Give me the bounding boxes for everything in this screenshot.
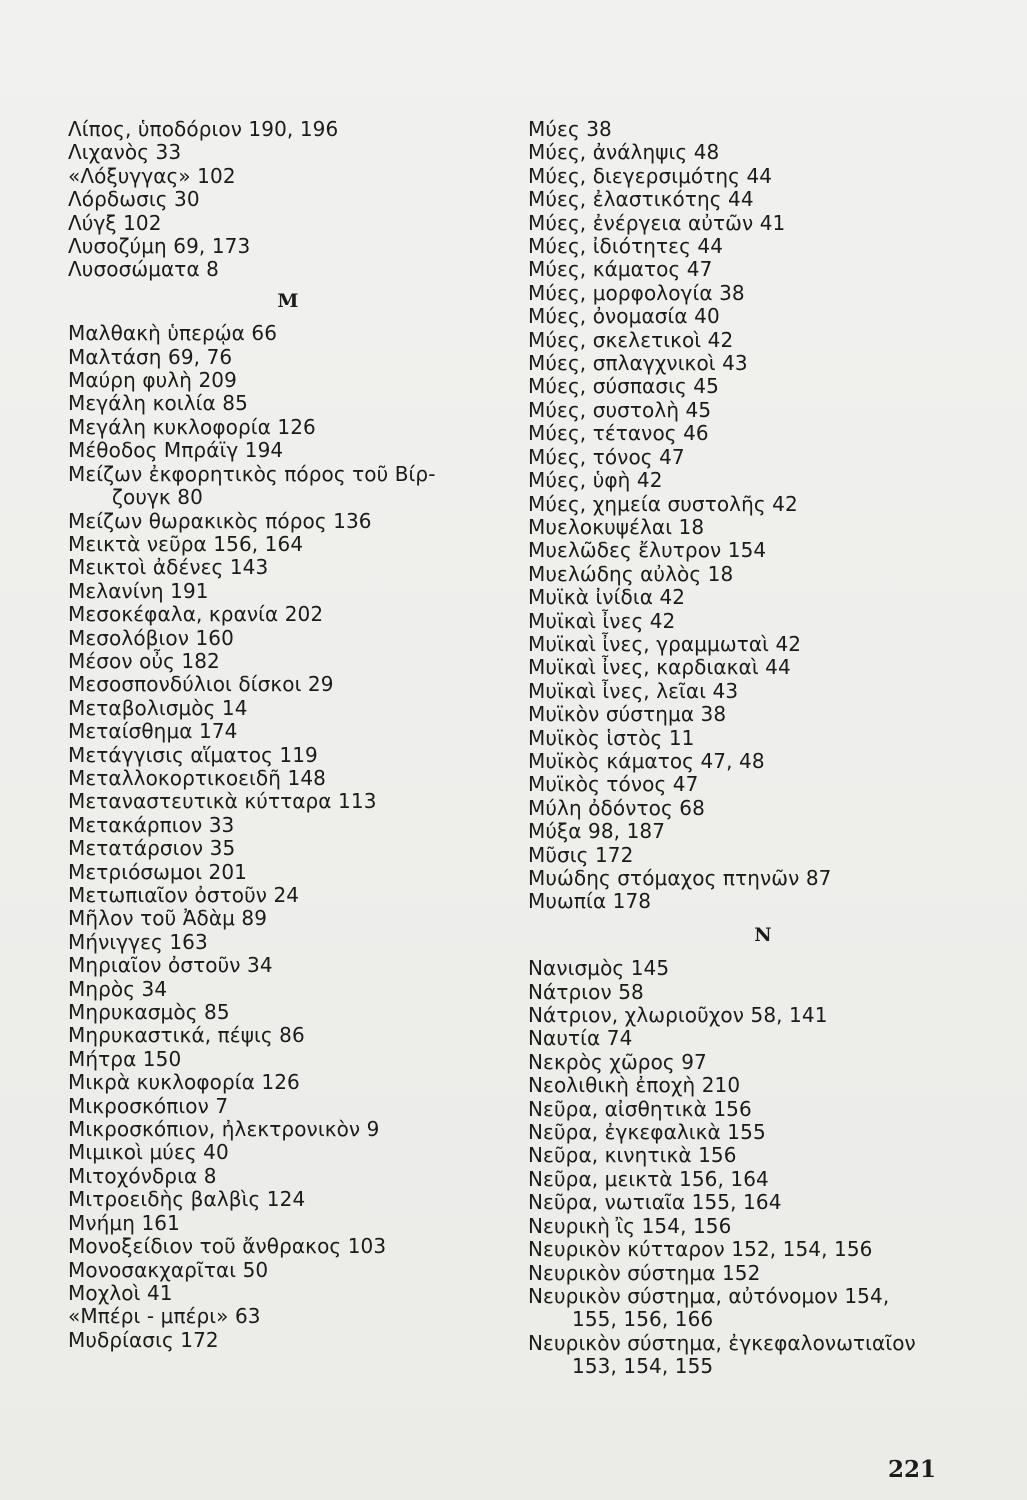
index-entry: Μύες, ἐνέργεια αὐτῶν 41: [528, 210, 786, 235]
index-entry: Μυελοκυψέλαι 18: [528, 514, 705, 539]
index-entry: Μοχλοὶ 41: [68, 1280, 173, 1305]
index-entry: Μύες, μορφολογία 38: [528, 280, 745, 305]
index-entry: Μιτοχόνδρια 8: [68, 1163, 217, 1188]
index-entry: Λυσοζύμη 69, 173: [68, 234, 251, 259]
index-entry: Νευρικὴ ἲς 154, 156: [528, 1213, 732, 1238]
index-entry: Μετριόσωμοι 201: [68, 859, 247, 884]
index-entry: Μονοσακχαρῖται 50: [68, 1257, 269, 1282]
index-entry: Μεσοκέφαλα, κρανία 202: [68, 602, 324, 627]
index-entry: «Μπέρι - μπέρι» 63: [68, 1304, 261, 1329]
index-entry: Μύες, κάματος 47: [528, 257, 713, 282]
index-entry: Νευρικὸν σύστημα 152: [528, 1260, 761, 1285]
index-entry: Λίπος, ὑποδόριον 190, 196: [68, 117, 339, 141]
index-entry: Μυϊκαὶ ἶνες, γραμμωταὶ 42: [528, 631, 802, 656]
index-entry: Μετακάρπιον 33: [68, 812, 235, 837]
index-entry: Μύες 38: [528, 117, 612, 141]
index-entry: Νεῦρα, ἐγκεφαλικὰ 155: [528, 1120, 766, 1145]
index-entry: Νεῦρα, μεικτὰ 156, 164: [528, 1166, 769, 1191]
index-entry: Μύες, συστολὴ 45: [528, 397, 712, 422]
index-entry: Μείζων ἐκφορητικὸς πόρος τοῦ Βίρ-: [68, 461, 436, 486]
index-entry: Μῆλον τοῦ Ἀδὰμ 89: [68, 906, 268, 931]
index-entry: Μύες, ἰδιότητες 44: [528, 234, 724, 259]
section-letter-m: Μ: [277, 289, 299, 312]
index-column-right: [528, 118, 968, 1379]
index-entry: Μυωπία 178: [528, 889, 652, 914]
index-entry: Μεταίσθημα 174: [68, 719, 238, 744]
index-entry: Μονοξείδιον τοῦ ἄνθρακος 103: [68, 1234, 387, 1259]
index-entry: Μεγάλη κοιλία 85: [68, 391, 248, 416]
index-entry: Μεγάλη κυκλοφορία 126: [68, 414, 316, 439]
index-entry: Μυϊκαὶ ἶνες, καρδιακαὶ 44: [528, 655, 791, 680]
index-entry: Μαύρη φυλὴ 209: [68, 368, 237, 393]
index-entry: Μυϊκὸν σύστημα 38: [528, 702, 727, 727]
index-entry: Μύες, σύσπασις 45: [528, 374, 719, 399]
index-entry: Μεταναστευτικὰ κύτταρα 113: [68, 789, 377, 814]
index-entry: Μηρὸς 34: [68, 976, 168, 1001]
index-entry: Μυϊκαὶ ἶνες 42: [528, 608, 676, 633]
index-entry: Μαλθακὴ ὑπερῴα 66: [68, 321, 278, 346]
index-entry: Μέθοδος Μπράϊγ 194: [68, 438, 284, 463]
index-entry: Νεῦρα, νωτιαῖα 155, 164: [528, 1190, 782, 1215]
index-entry: Λιχανὸς 33: [68, 140, 182, 165]
index-entry: Μύες, τέτανος 46: [528, 421, 709, 446]
index-entry: Μύξα 98, 187: [528, 819, 666, 844]
index-entry: Μύες, ἀνάληψις 48: [528, 140, 720, 165]
index-entry: Μελανίνη 191: [68, 578, 209, 603]
index-entry-continuation: 153, 154, 155: [572, 1354, 714, 1379]
section-letter-n: Ν: [754, 923, 772, 946]
index-entry: Μύες, ὑφὴ 42: [528, 468, 663, 493]
index-entry: Μεικτοὶ ἀδένες 143: [68, 555, 269, 580]
index-entry: Μικροσκόπιον, ἠλεκτρονικὸν 9: [68, 1117, 380, 1142]
index-entry: Μεικτὰ νεῦρα 156, 164: [68, 531, 304, 556]
index-entry: Μύες, τόνος 47: [528, 444, 685, 469]
index-entry: Μύες, σκελετικοὶ 42: [528, 327, 734, 352]
index-entry: Μεταβολισμὸς 14: [68, 695, 248, 720]
index-entry: Μικρὰ κυκλοφορία 126: [68, 1070, 300, 1095]
index-entry: Μύες, σπλαγχνικοὶ 43: [528, 351, 748, 376]
index-entry: Μεταλλοκορτικοειδῆ 148: [68, 765, 326, 790]
index-entry: Νάτριον 58: [528, 979, 644, 1004]
index-entry: Μυϊκὸς κάματος 47, 48: [528, 748, 765, 773]
index-entry: Νεῦρα, αἰσθητικὰ 156: [528, 1096, 752, 1121]
index-entry: Μύες, ὀνομασία 40: [528, 304, 720, 329]
index-entry: Νεκρὸς χῶρος 97: [528, 1049, 707, 1074]
index-entry: Μαλτάση 69, 76: [68, 344, 233, 369]
index-entry: Μεσοσπονδύλιοι δίσκοι 29: [68, 672, 334, 697]
index-entry-continuation: ζουγκ 80: [112, 485, 203, 510]
index-entry: Μήνιγγες 163: [68, 929, 208, 954]
index-entry: Μυϊκαὶ ἶνες, λεῖαι 43: [528, 678, 739, 703]
index-column-left: [68, 118, 478, 1352]
index-entry-continuation: 155, 156, 166: [572, 1307, 714, 1332]
index-entry: Λόρδωσις 30: [68, 187, 200, 212]
index-entry: Μηριαῖον ὀστοῦν 34: [68, 953, 273, 978]
index-entry: «Λόξυγγας» 102: [68, 163, 236, 188]
index-entry: Μύες, χημεία συστολῆς 42: [528, 491, 798, 516]
index-entry: Νεολιθικὴ ἐποχὴ 210: [528, 1073, 741, 1098]
index-entry: Μείζων θωρακικὸς πόρος 136: [68, 508, 372, 533]
index-entry: Μετάγγισις αἵματος 119: [68, 742, 318, 767]
index-entry: Μυϊκὸς ἱστὸς 11: [528, 725, 695, 750]
index-entry: Μύες, ἐλαστικότης 44: [528, 187, 754, 212]
index-entry: Μηρυκαστικά, πέψις 86: [68, 1023, 305, 1048]
index-entry: Μυϊκὸς τόνος 47: [528, 772, 699, 797]
index-entry: Νευρικὸν κύτταρον 152, 154, 156: [528, 1237, 873, 1262]
index-entry: Μέσον οὖς 182: [68, 648, 220, 673]
index-entry: Μεσολόβιον 160: [68, 625, 234, 650]
index-entry: Μηρυκασμὸς 85: [68, 1000, 230, 1025]
index-entry: Μιτροειδὴς βαλβὶς 124: [68, 1187, 306, 1212]
page-number: 221: [888, 1456, 937, 1483]
index-entry: Νανισμὸς 145: [528, 956, 670, 981]
index-entry: Λυσοσώματα 8: [68, 257, 220, 282]
index-entry: Μυδρίασις 172: [68, 1327, 219, 1352]
index-entry: Μυελώδης αὐλὸς 18: [528, 561, 734, 586]
index-entry: Ναυτία 74: [528, 1026, 633, 1051]
index-entry: Μικροσκόπιον 7: [68, 1093, 229, 1118]
index-entry: Μῦσις 172: [528, 842, 634, 867]
index-entry: Μετωπιαῖον ὀστοῦν 24: [68, 883, 300, 907]
index-entry: Νευρικὸν σύστημα, αὐτόνομον 154,: [528, 1283, 890, 1308]
index-entry: Μυελῶδες ἔλυτρον 154: [528, 538, 767, 563]
index-entry: Λύγξ 102: [68, 210, 162, 235]
index-entry: Μυώδης στόμαχος πτηνῶν 87: [528, 866, 832, 890]
index-entry: Μιμικοὶ μύες 40: [68, 1140, 229, 1165]
index-entry: Νεῦρα, κινητικὰ 156: [528, 1143, 737, 1168]
index-entry: Νάτριον, χλωριοῦχον 58, 141: [528, 1003, 828, 1028]
index-entry: Μήτρα 150: [68, 1046, 182, 1071]
index-entry: Μυϊκὰ ἰνίδια 42: [528, 585, 686, 610]
index-entry: Μύες, διεγερσιμότης 44: [528, 163, 773, 188]
index-entry: Μνήμη 161: [68, 1210, 180, 1235]
index-entry: Νευρικὸν σύστημα, ἐγκεφαλονωτιαῖον: [528, 1330, 916, 1355]
index-entry: Μύλη ὀδόντος 68: [528, 795, 705, 820]
index-entry: Μετατάρσιον 35: [68, 836, 236, 861]
